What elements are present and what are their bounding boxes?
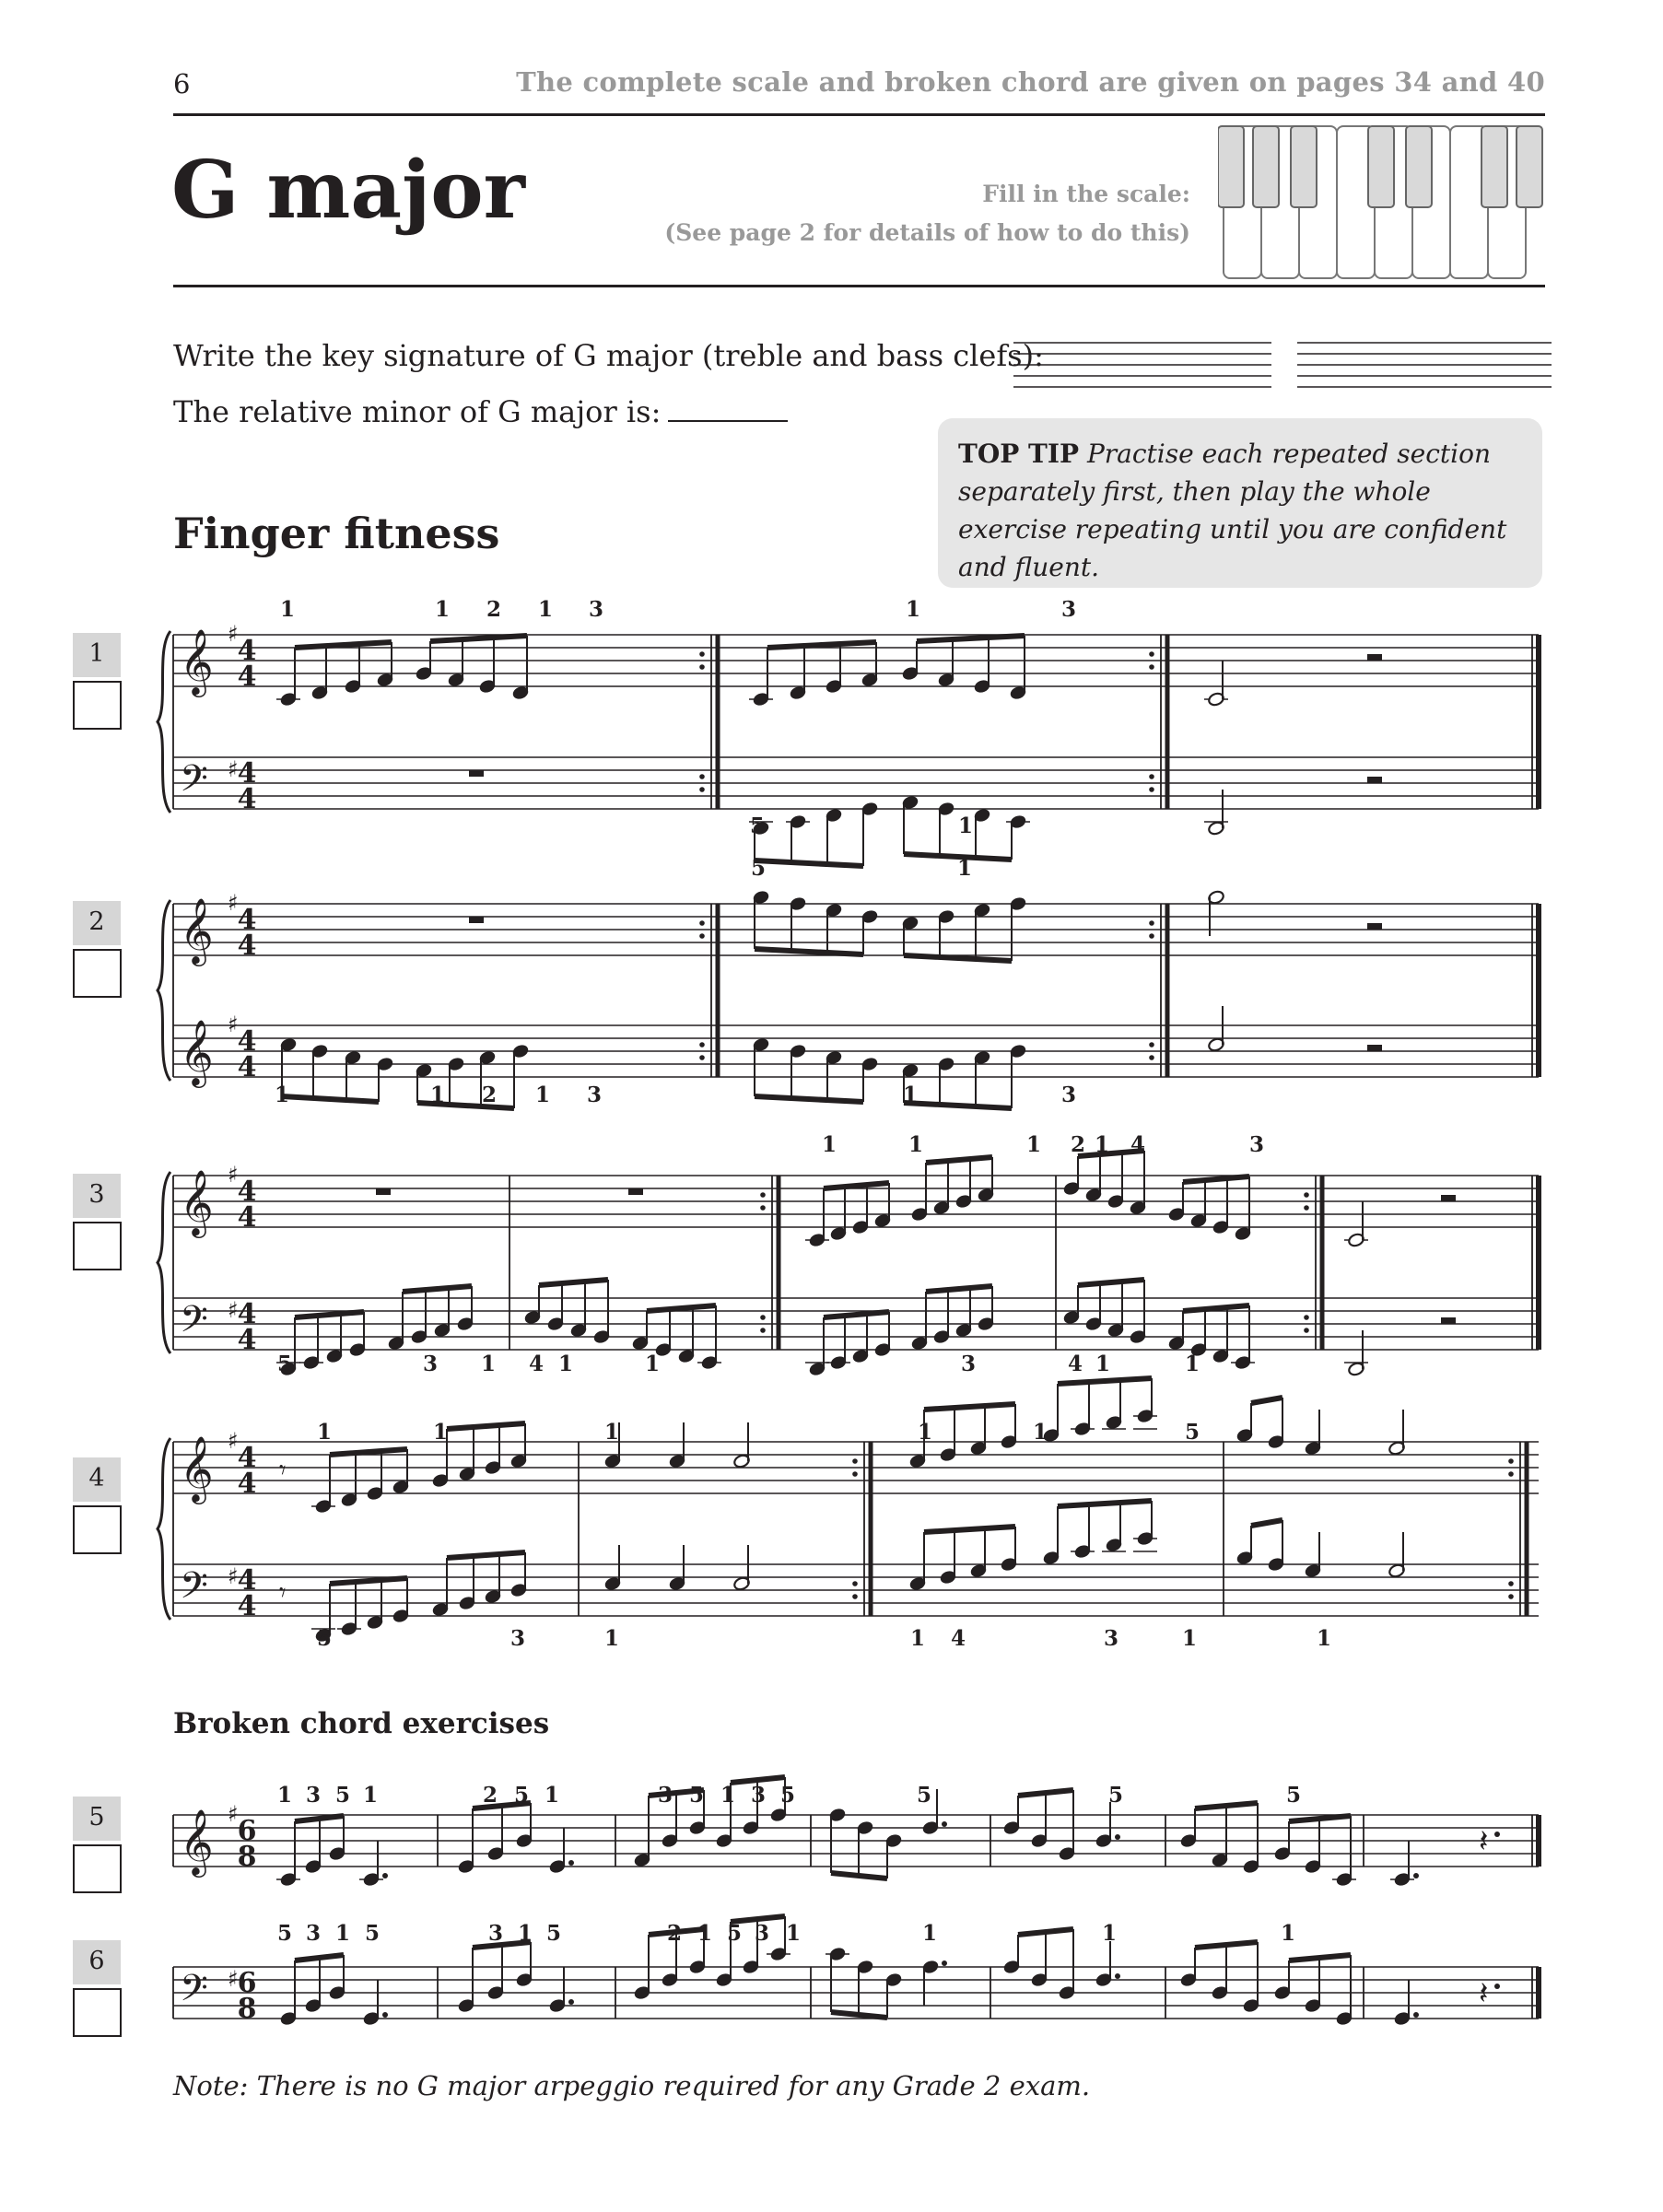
beam (295, 1312, 364, 1317)
fingering-number: 1 (434, 597, 451, 622)
beam (1018, 1790, 1073, 1796)
time-signature-bottom: 4 (237, 1051, 257, 1083)
key-signature-sharp: ♯ (228, 1428, 239, 1454)
beam (755, 860, 863, 866)
treble-staff (173, 904, 1539, 955)
repeat-dots (760, 1192, 766, 1198)
fingering-number: 1 (544, 1783, 560, 1808)
fingering-number: 5 (334, 1783, 351, 1808)
beam (904, 955, 1012, 961)
beam (924, 1404, 1015, 1410)
fingering-number: 5 (726, 1921, 743, 1946)
footer-note: Note: There is no G major arpeggio required for any Grade 2 exam. (173, 2070, 1091, 2101)
repeat-dots (699, 933, 705, 939)
fingering-number: 3 (487, 1921, 504, 1946)
fingering-number: 1 (316, 1420, 333, 1445)
fingering-number: 2 (486, 597, 502, 622)
fingering-number: 1 (432, 1420, 449, 1445)
time-signature-top: 4 (237, 1564, 257, 1597)
key-signature-sharp: ♯ (228, 1801, 239, 1827)
fingering-number: 3 (1060, 1083, 1077, 1107)
beam (824, 1183, 889, 1188)
fingering-number: 3 (960, 1352, 977, 1376)
fingering-number: 1 (821, 1132, 837, 1157)
fingering-number: 1 (905, 597, 921, 622)
fingering-number: 1 (1094, 1132, 1110, 1157)
beam (755, 949, 863, 954)
beam (926, 1157, 992, 1163)
repeat-dots (699, 774, 705, 779)
fingering-number: 1 (276, 1783, 293, 1808)
repeat-dots (1149, 933, 1154, 939)
repeat-dots (760, 1328, 766, 1333)
treble-clef: 𝄞 (180, 1018, 214, 1085)
fingering-number: 5 (364, 1921, 381, 1946)
finger-fitness-heading: Finger fitness (173, 509, 500, 558)
time-signature-top: 6 (237, 1815, 257, 1847)
key-signature-sharp: ♯ (228, 1162, 239, 1188)
beam (1251, 1398, 1282, 1403)
augmentation-dot (568, 1999, 574, 2005)
time-signature-top: 4 (237, 635, 257, 667)
half-rest (1441, 1317, 1456, 1324)
page-number: 6 (173, 68, 191, 99)
beam (1183, 1305, 1249, 1311)
fingering-number: 1 (720, 1783, 736, 1808)
fingering-number: 2 (481, 1083, 498, 1107)
beam (1078, 1280, 1144, 1285)
exercise-number: 2 (73, 901, 121, 945)
augmentation-dot (568, 1860, 574, 1866)
time-signature-top: 4 (237, 1025, 257, 1058)
beam (1289, 1816, 1351, 1821)
staff-brace (158, 1438, 170, 1620)
fingering-number: 1 (921, 1921, 938, 1946)
fingering-number: 1 (274, 1083, 290, 1107)
fingering-number: 5 (916, 1783, 932, 1808)
fingering-number: 4 (528, 1352, 545, 1376)
repeat-dots (852, 1581, 858, 1586)
fingering-number: 3 (1248, 1132, 1265, 1157)
relative-minor-question-text: The relative minor of G major is: (173, 394, 662, 429)
fingering-number: 1 (279, 597, 296, 622)
repeat-dots (852, 1471, 858, 1477)
repeat-dots (1149, 664, 1154, 670)
fingering-number: 3 (754, 1921, 770, 1946)
fingering-number: 1 (362, 1783, 379, 1808)
augmentation-dot (1413, 1873, 1419, 1878)
staff-brace (158, 1172, 170, 1353)
whole-rest (628, 1188, 643, 1195)
time-signature-bottom: 4 (237, 1590, 257, 1622)
fill-scale-label: Fill in the scale: (982, 181, 1190, 207)
eighth-rest: 𝄾 (279, 1577, 287, 1608)
augmentation-dot (1115, 1834, 1120, 1840)
beam (447, 1423, 525, 1429)
fingering-number: 1 (1032, 1420, 1048, 1445)
fingering-number: 1 (517, 1921, 533, 1946)
time-signature-bottom: 4 (237, 661, 257, 693)
fingering-number: 3 (1060, 597, 1077, 622)
fingering-number: 5 (513, 1783, 530, 1808)
repeat-dots (760, 1205, 766, 1211)
half-rest (1367, 1045, 1382, 1051)
time-signature-top: 4 (237, 757, 257, 790)
top-tip-label: TOP TIP (958, 439, 1080, 469)
beam (330, 1449, 407, 1455)
augmentation-dot (942, 1821, 947, 1827)
top-tip-text: Practise each repeated section separately first, then play the whole exercise repeating until you are confident and fluent. (958, 439, 1507, 582)
repeat-dots (760, 1315, 766, 1320)
fingering-number: 1 (1101, 1921, 1118, 1946)
fingering-number: 1 (908, 1132, 924, 1157)
repeat-dots (1149, 774, 1154, 779)
repeat-dots (852, 1458, 858, 1464)
fingering-number: 5 (1285, 1783, 1302, 1808)
bass-staff (173, 1564, 1539, 1616)
fingering-number: 5 (779, 1783, 796, 1808)
repeat-dots (1304, 1315, 1309, 1320)
exercise-number: 1 (73, 633, 121, 677)
fingering-number: 1 (603, 1420, 620, 1445)
repeat-dots (699, 651, 705, 657)
beam (1289, 1955, 1351, 1960)
key-signature-sharp: ♯ (228, 890, 239, 916)
beam (647, 1305, 716, 1311)
key-signature-question-text: Write the key signature of G major (treble and bass clefs): (173, 338, 1044, 373)
augmentation-dot (1494, 1832, 1500, 1837)
fingering-number: 1 (909, 1626, 926, 1651)
time-signature-bottom: 4 (237, 783, 257, 815)
repeat-dots (1508, 1471, 1514, 1477)
repeat-dots (699, 1055, 705, 1060)
half-rest (1367, 777, 1382, 783)
time-signature-bottom: 4 (237, 1324, 257, 1356)
time-signature-top: 4 (237, 1298, 257, 1330)
beam (755, 1096, 863, 1102)
header-note: The complete scale and broken chord are given on pages 34 and 40 (516, 66, 1545, 98)
treble-clef: 𝄞 (180, 627, 214, 695)
beam (539, 1280, 608, 1285)
fingering-number: 1 (785, 1921, 802, 1946)
beam (430, 636, 527, 641)
fingering-number: 5 (750, 856, 767, 881)
augmentation-dot (942, 1960, 947, 1966)
exercise-number: 5 (73, 1797, 121, 1841)
beam (924, 1527, 1015, 1532)
fingering-number: 1 (1280, 1921, 1296, 1946)
beam (824, 1312, 889, 1317)
exercise-number: 6 (73, 1940, 121, 1984)
fingering-number: 3 (305, 1921, 322, 1946)
broken-chord-heading: Broken chord exercises (173, 1707, 550, 1740)
repeat-dots (1149, 1042, 1154, 1047)
fingering-number: 3 (657, 1783, 673, 1808)
fingering-number: 1 (644, 1352, 661, 1376)
whole-rest (469, 770, 484, 777)
beam (917, 636, 1025, 641)
fingering-number: 3 (509, 1626, 526, 1651)
fill-scale-hint: (See page 2 for details of how to do this) (664, 219, 1190, 246)
half-rest (1367, 923, 1382, 930)
beam (1195, 1942, 1258, 1948)
fingering-number: 5 (276, 1921, 293, 1946)
fingering-number: 3 (588, 597, 604, 622)
fingering-number: 1 (956, 856, 973, 881)
staff-brace (158, 900, 170, 1081)
key-signature-sharp: ♯ (228, 621, 239, 647)
augmentation-dot (1115, 1973, 1120, 1979)
augmentation-dot (1413, 2012, 1419, 2018)
fingering-number: 2 (1070, 1132, 1086, 1157)
repeat-dots (699, 920, 705, 926)
fingering-number: 5 (545, 1921, 562, 1946)
time-signature-top: 6 (237, 1967, 257, 1999)
time-signature-bottom: 4 (237, 930, 257, 962)
fingering-number: 1 (480, 1352, 497, 1376)
fingering-number: 5 (276, 1352, 293, 1376)
time-signature-bottom: 8 (237, 1993, 257, 2025)
repeat-dots (699, 664, 705, 670)
half-rest (1367, 654, 1382, 661)
treble-clef: 𝄞 (180, 1168, 214, 1235)
treble-clef: 𝄞 (180, 896, 214, 964)
fingering-number: 5 (749, 813, 766, 838)
treble-clef: 𝄞 (180, 1434, 214, 1502)
repeat-dots (1304, 1205, 1309, 1211)
augmentation-dot (1494, 1984, 1500, 1989)
fingering-number: 4 (1130, 1132, 1146, 1157)
exercise-number: 4 (73, 1457, 121, 1502)
bass-staff (173, 1298, 1539, 1350)
augmentation-dot (382, 1873, 388, 1878)
bass-staff (173, 757, 1539, 809)
beam (295, 1816, 344, 1821)
fingering-number: 5 (316, 1626, 333, 1651)
fingering-number: 1 (957, 813, 974, 838)
time-signature-bottom: 4 (237, 1468, 257, 1500)
fingering-number: 4 (1067, 1352, 1083, 1376)
half-rest (1441, 1195, 1456, 1201)
fingering-number: 1 (1184, 1352, 1200, 1376)
whole-rest (376, 1188, 391, 1195)
key-signature-sharp: ♯ (228, 756, 239, 782)
fingering-number: 1 (1316, 1626, 1332, 1651)
beam (295, 1955, 344, 1960)
fingering-number: 5 (1107, 1783, 1124, 1808)
fingering-number: 1 (1181, 1626, 1198, 1651)
beam (330, 1578, 407, 1584)
beam (1018, 1929, 1073, 1935)
time-signature-bottom: 4 (237, 1201, 257, 1234)
key-signature-sharp: ♯ (228, 1012, 239, 1037)
fingering-number: 1 (537, 597, 554, 622)
fingering-number: 2 (482, 1783, 498, 1808)
beam (831, 1873, 887, 1878)
time-signature-top: 4 (237, 1442, 257, 1474)
fingering-number: 5 (1184, 1420, 1200, 1445)
repeat-dots (699, 787, 705, 792)
bass-clef: 𝄢 (180, 1564, 208, 1616)
fingering-number: 1 (1025, 1132, 1042, 1157)
beam (926, 1286, 992, 1292)
beam (767, 642, 876, 648)
time-signature-bottom: 8 (237, 1841, 257, 1873)
fingering-number: 1 (534, 1083, 551, 1107)
repeat-dots (1508, 1458, 1514, 1464)
repeat-dots (1149, 651, 1154, 657)
staff-brace (158, 631, 170, 813)
fingering-number: 4 (950, 1626, 966, 1651)
repeat-dots (1149, 920, 1154, 926)
repeat-dots (1304, 1192, 1309, 1198)
beam (282, 1096, 379, 1102)
page-title: G major (171, 144, 525, 237)
fingering-number: 3 (586, 1083, 603, 1107)
beam (1058, 1378, 1152, 1384)
repeat-dots (1149, 1055, 1154, 1060)
beam (1058, 1501, 1152, 1506)
repeat-dots (1508, 1581, 1514, 1586)
bass-clef: 𝄢 (180, 1298, 208, 1350)
time-signature-top: 4 (237, 904, 257, 936)
fingering-number: 3 (422, 1352, 439, 1376)
fingering-number: 1 (429, 1083, 446, 1107)
fingering-number: 3 (750, 1783, 767, 1808)
beam (295, 642, 392, 648)
fingering-number: 1 (697, 1921, 713, 1946)
bass-clef: 𝄢 (180, 757, 208, 809)
quarter-rest: 𝄽 (1479, 1975, 1489, 2012)
fingering-number: 1 (557, 1352, 574, 1376)
beam (1251, 1520, 1282, 1526)
fingering-number: 1 (603, 1626, 620, 1651)
fingering-number: 3 (1103, 1626, 1119, 1651)
key-signature-sharp: ♯ (228, 1966, 239, 1992)
bass-clef: 𝄢 (180, 1967, 208, 2019)
beam (447, 1552, 525, 1558)
repeat-dots (699, 1042, 705, 1047)
key-signature-sharp: ♯ (228, 1563, 239, 1589)
augmentation-dot (382, 2012, 388, 2018)
key-signature-sharp: ♯ (228, 1297, 239, 1323)
eighth-rest: 𝄾 (279, 1455, 287, 1485)
fingering-number: 1 (1095, 1352, 1111, 1376)
quarter-rest: 𝄽 (1479, 1823, 1489, 1860)
fingering-number: 1 (334, 1921, 351, 1946)
repeat-dots (1508, 1594, 1514, 1599)
fingering-number: 1 (917, 1420, 933, 1445)
repeat-dots (852, 1594, 858, 1599)
time-signature-top: 4 (237, 1176, 257, 1208)
fingering-number: 5 (688, 1783, 705, 1808)
beam (904, 1103, 1012, 1108)
fingering-number: 3 (305, 1783, 322, 1808)
repeat-dots (1304, 1328, 1309, 1333)
repeat-dots (1149, 787, 1154, 792)
beam (1195, 1803, 1258, 1808)
beam (831, 2012, 887, 2018)
exercise-number: 3 (73, 1174, 121, 1218)
treble-clef: 𝄞 (180, 1808, 214, 1875)
fingering-number: 1 (902, 1083, 919, 1107)
fingering-number: 2 (666, 1921, 683, 1946)
beam (403, 1286, 472, 1292)
whole-rest (469, 917, 484, 923)
beam (1183, 1176, 1249, 1182)
